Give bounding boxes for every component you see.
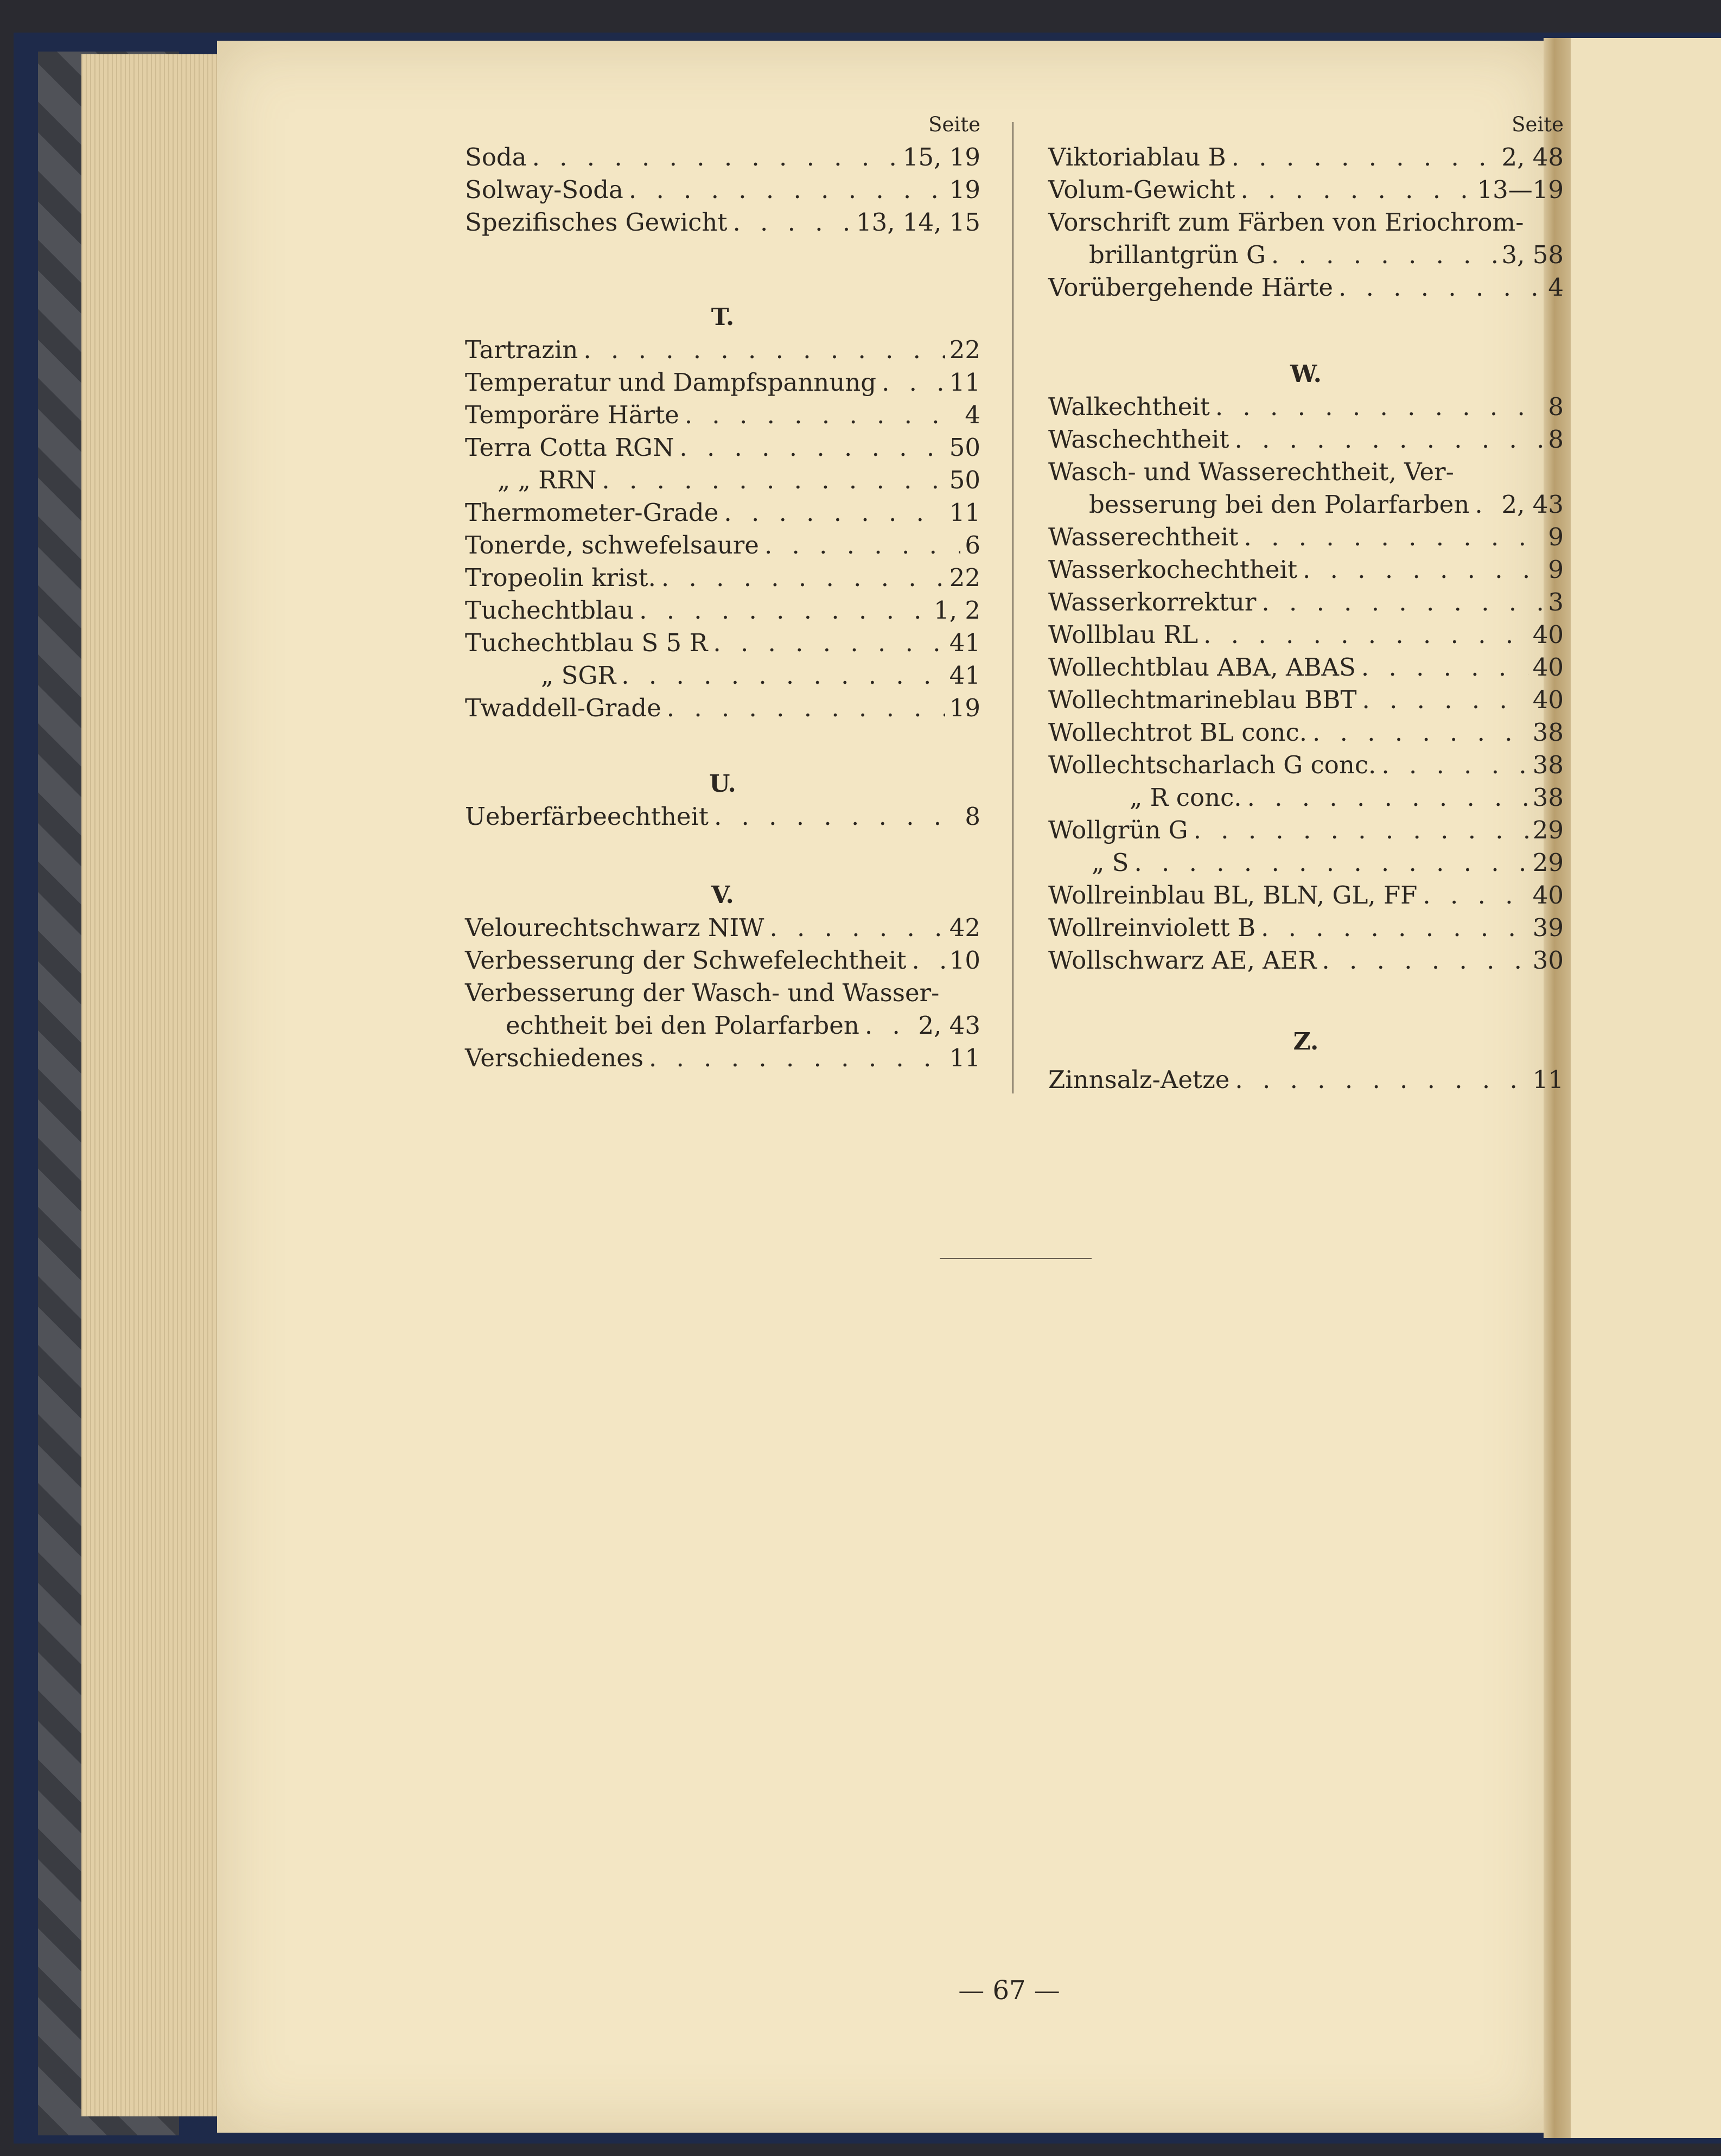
entry-pages: 50: [949, 466, 980, 494]
index-entry: [465, 431, 980, 464]
index-entry: [465, 800, 980, 833]
column-header: Seite: [928, 113, 980, 136]
index-entry: [1048, 174, 1564, 206]
index-entry: [1048, 141, 1564, 174]
end-rule: [940, 1258, 1092, 1259]
entry-term: Wollreinviolett B: [1048, 913, 1256, 942]
entry-pages: 22: [949, 563, 980, 592]
index-entry: [1048, 716, 1564, 749]
index-entry: [465, 464, 980, 497]
entry-pages: 4: [965, 400, 980, 429]
section-heading: V.: [711, 881, 734, 909]
entry-pages: 11: [949, 498, 980, 527]
entry-pages: 38: [1532, 751, 1564, 779]
index-entry: [1048, 619, 1564, 651]
entry-term: Wasserechtheit: [1048, 523, 1239, 551]
entry-term: „ R conc.: [1130, 783, 1242, 812]
entry-term-line: Wasch- und Wasserechtheit, Ver-: [1048, 457, 1454, 486]
entry-pages: 11: [1532, 1065, 1564, 1094]
entry-pages: 50: [949, 433, 980, 462]
index-entry: [1048, 814, 1564, 847]
entry-pages: 29: [1532, 848, 1564, 877]
entry-term: Soda: [465, 143, 527, 171]
entry-term: Waschechtheit: [1048, 425, 1229, 454]
entry-pages: 10: [949, 946, 980, 975]
entry-term: Tonerde, schwefelsaure: [465, 531, 759, 559]
entry-term: Wollblau RL: [1048, 620, 1199, 649]
index-entry: [1048, 847, 1564, 879]
index-entry: [465, 659, 980, 692]
entry-pages: 13—19: [1477, 175, 1564, 204]
entry-term: Wollechtmarineblau BBT: [1048, 685, 1357, 714]
entry-pages: 40: [1532, 881, 1564, 910]
column-divider: [1012, 122, 1014, 1093]
index-entry: [465, 366, 980, 399]
entry-pages: 29: [1532, 816, 1564, 844]
facing-page: [1571, 38, 1721, 2138]
entry-pages: 38: [1532, 718, 1564, 747]
entry-term: Twaddell-Grade: [465, 694, 661, 722]
section-w: [1048, 358, 1564, 977]
section-heading: T.: [711, 303, 735, 331]
entry-term: Ueberfärbeechtheit: [465, 802, 709, 831]
entry-term: Tropeolin krist.: [465, 563, 656, 592]
index-entry: [1048, 554, 1564, 586]
index-entry: [465, 174, 980, 206]
section-v-cont: [1048, 141, 1564, 304]
entry-term: „ „ RRN: [498, 466, 597, 494]
index-entry: [465, 562, 980, 594]
entry-pages: 42: [949, 913, 980, 942]
entry-pages: 40: [1532, 685, 1564, 714]
entry-term: Wollreinblau BL, BLN, GL, FF: [1048, 881, 1418, 910]
index-entry: [465, 594, 980, 627]
entry-pages: 9: [1548, 523, 1564, 551]
entry-pages: 2, 43: [918, 1011, 980, 1040]
entry-term: Wollechtrot BL conc.: [1048, 718, 1308, 747]
entry-term: Velourechtschwarz NIW: [465, 913, 764, 942]
index-entry: [1048, 521, 1564, 554]
entry-pages: 8: [965, 802, 980, 831]
entry-term: Vorübergehende Härte: [1048, 273, 1333, 302]
entry-term: Tuchechtblau S 5 R: [465, 628, 708, 657]
entry-pages: 1, 2: [934, 596, 980, 625]
column-header: Seite: [1512, 113, 1564, 136]
entry-term-line: Vorschrift zum Färben von Eriochrom-: [1048, 208, 1524, 237]
index-column-right: [1048, 109, 1564, 1094]
index-entry: [1048, 749, 1564, 781]
entry-term: Terra Cotta RGN: [465, 433, 674, 462]
entry-pages: 6: [965, 531, 980, 559]
section-heading: W.: [1290, 360, 1322, 388]
section-z: [1048, 1026, 1564, 1096]
index-column-left: [465, 109, 980, 1072]
page-stack-edge: [81, 54, 222, 2116]
entry-pages: 39: [1532, 913, 1564, 942]
index-entry: [1048, 391, 1564, 423]
entry-pages: 13, 14, 15: [856, 208, 980, 237]
index-entry: [465, 334, 980, 366]
entry-term: Zinnsalz-Aetze: [1048, 1065, 1230, 1094]
entry-pages: 30: [1532, 946, 1564, 975]
index-entry: [1048, 586, 1564, 619]
index-entry: [1048, 651, 1564, 684]
index-entry: [465, 206, 980, 239]
entry-pages: 41: [949, 628, 980, 657]
index-entry: [465, 692, 980, 724]
section-u: [465, 768, 980, 833]
entry-pages: 2, 43: [1501, 490, 1564, 519]
entry-term: echtheit bei den Polarfarben: [506, 1011, 859, 1040]
entry-term: „ S: [1092, 848, 1129, 877]
section-v: [465, 879, 980, 1074]
entry-pages: 4: [1548, 273, 1564, 302]
index-entry: [1048, 239, 1564, 271]
index-entry: [465, 1009, 980, 1042]
entry-pages: 40: [1532, 653, 1564, 682]
entry-pages: 15, 19: [902, 143, 980, 171]
entry-term: Solway-Soda: [465, 175, 623, 204]
entry-term: besserung bei den Polarfarben: [1089, 490, 1470, 519]
entry-pages: 41: [949, 661, 980, 690]
entry-term: Volum-Gewicht: [1048, 175, 1235, 204]
index-entry: [1048, 423, 1564, 456]
entry-pages: 19: [949, 694, 980, 722]
entry-pages: 19: [949, 175, 980, 204]
entry-term: Temporäre Härte: [465, 400, 679, 429]
entry-term: Verschiedenes: [465, 1044, 643, 1072]
section-t: [465, 301, 980, 724]
entry-term: Tuchechtblau: [465, 596, 634, 625]
entry-pages: 8: [1548, 425, 1564, 454]
entry-pages: 8: [1548, 392, 1564, 421]
entry-pages: 11: [949, 1044, 980, 1072]
index-entry: [1048, 781, 1564, 814]
entry-pages: 3: [1548, 588, 1564, 616]
index-entry: [465, 627, 980, 659]
index-entry: [465, 141, 980, 174]
entry-term: Thermometer-Grade: [465, 498, 719, 527]
entry-term: Tartrazin: [465, 335, 578, 364]
index-entry: [465, 399, 980, 431]
section-s: [465, 141, 980, 239]
page-number: — 67 —: [958, 1975, 1060, 2006]
entry-term: „ SGR: [541, 661, 616, 690]
entry-pages: 9: [1548, 555, 1564, 584]
entry-pages: 38: [1532, 783, 1564, 812]
entry-term: Wollgrün G: [1048, 816, 1188, 844]
index-entry: [1048, 879, 1564, 912]
entry-term: Wollechtscharlach G conc.: [1048, 751, 1376, 779]
index-entry: [1048, 1064, 1564, 1096]
entry-term: Wasserkorrektur: [1048, 588, 1257, 616]
entry-pages: 3, 58: [1501, 240, 1564, 269]
index-entry: [1048, 684, 1564, 716]
entry-term: Spezifisches Gewicht: [465, 208, 728, 237]
index-entry: [1048, 912, 1564, 944]
index-entry: [465, 529, 980, 562]
entry-term-line: Verbesserung der Wasch- und Wasser-: [465, 978, 940, 1007]
entry-term: brillantgrün G: [1089, 240, 1266, 269]
entry-term: Verbesserung der Schwefelechtheit: [465, 946, 907, 975]
section-heading: U.: [709, 770, 736, 798]
entry-pages: 11: [949, 368, 980, 397]
entry-term: Viktoriablau B: [1048, 143, 1226, 171]
entry-term: Wasserkochechtheit: [1048, 555, 1298, 584]
entry-pages: 2, 48: [1501, 143, 1564, 171]
index-entry: [465, 944, 980, 977]
entry-term: Walkechtheit: [1048, 392, 1210, 421]
index-entry: [465, 912, 980, 944]
index-entry: [1048, 488, 1564, 521]
entry-term: Temperatur und Dampfspannung: [465, 368, 877, 397]
index-entry: [1048, 271, 1564, 304]
index-entry: [465, 497, 980, 529]
index-entry: [1048, 944, 1564, 977]
index-entry: [465, 1042, 980, 1074]
section-heading: Z.: [1293, 1028, 1319, 1055]
entry-pages: 22: [949, 335, 980, 364]
entry-pages: 40: [1532, 620, 1564, 649]
entry-term: Wollechtblau ABA, ABAS: [1048, 653, 1356, 682]
entry-term: Wollschwarz AE, AER: [1048, 946, 1317, 975]
